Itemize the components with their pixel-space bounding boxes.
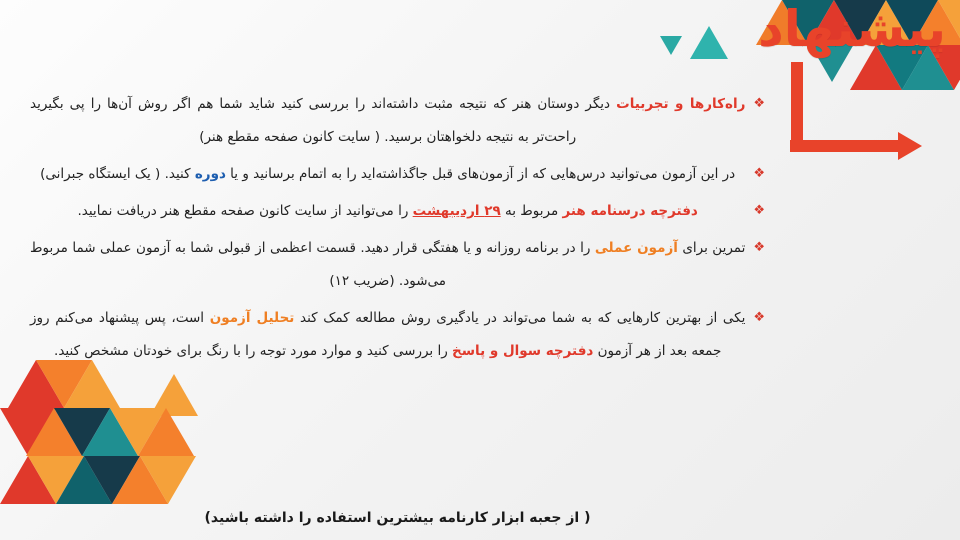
bullet-marker-icon: ❖: [753, 203, 765, 219]
bullet-item: [30, 302, 765, 368]
triangle-navy-bl-1: [54, 408, 110, 456]
bullet-text: [30, 88, 745, 154]
body-text: مربوط به: [500, 203, 563, 220]
bullet-marker-icon: ❖: [753, 166, 765, 182]
triangle-orange-bl-7: [28, 456, 84, 504]
body-text: یکی از بهترین کارهایی که به شما می‌تواند در یادگیری روش مطالعه کمک کند: [294, 310, 746, 327]
highlighted-text: ۲۹ اردیبهشت: [412, 203, 501, 220]
triangle-orange-bl-4: [26, 408, 82, 456]
triangle-teal-small: [660, 36, 682, 55]
bullet-item: [30, 232, 765, 298]
bullet-text: [30, 232, 745, 298]
body-text: در این آزمون می‌توانید درس‌هایی که از آزمون‌های قبل جاگذاشته‌اید را به اتمام برسانید و یا: [225, 166, 736, 183]
bullet-item: [30, 195, 765, 228]
highlighted-text: دفترچه درسنامه هنر: [562, 203, 698, 220]
highlighted-text: آزمون عملی: [594, 240, 678, 257]
arrow-vertical-stem: [791, 62, 803, 152]
red-arrow-down-left-icon: [780, 62, 940, 172]
body-text: را بررسی کنید و موارد مورد توجه را با رنگ برای خودتان مشخص کنید.: [54, 343, 453, 360]
triangle-orange-bl-8: [112, 456, 168, 504]
bullet-item: [30, 158, 765, 191]
footer-note: ( از جعبه ابزار کارنامه بیشترین استفاده را داشته باشید): [204, 510, 591, 526]
highlighted-text: راه‌کارها و تجربیات: [616, 96, 746, 112]
body-text: کنید. ( یک ایستگاه جبرانی): [40, 166, 195, 183]
triangle-orange-bl-5: [110, 408, 166, 456]
bullet-text: [30, 195, 745, 228]
body-text: را می‌توانید از سایت کانون صفحه مقطع هنر دریافت نمایید.: [77, 203, 413, 220]
body-text: است، پس پیشنهاد می‌کنم روز جمعه بعد از هر آزمون: [30, 310, 722, 360]
body-text: دیگر دوستان هنر که نتیجه مثبت داشته‌اند را بررسی کنید شاید شما هم اگر روش آن‌ها را پی بگیرید راحت‌تر به نتیجه دلخواهتان برسید. ( سایت کانون صفحه مقطع هنر): [30, 96, 617, 146]
arrow-horizontal-stem: [790, 140, 900, 152]
highlighted-text: دفترچه سوال و پاسخ: [452, 343, 594, 360]
slide-title: پیشنهاد: [758, 0, 946, 58]
body-text: تمرین برای: [677, 240, 746, 257]
triangle-red-bl-2: [0, 408, 56, 456]
bullet-text: [30, 302, 745, 368]
arrow-head: [898, 132, 922, 160]
triangle-teal-medium: [690, 26, 728, 59]
bullet-list: [30, 88, 765, 373]
triangle-red-bl-3: [0, 456, 56, 504]
bullet-item: [30, 88, 765, 154]
triangle-teal-bl-1: [82, 408, 138, 456]
triangle-darkteal-bl-1: [56, 456, 112, 504]
triangle-orange-bl-9: [140, 456, 196, 504]
highlighted-text: تحلیل آزمون: [209, 310, 295, 327]
triangle-orange-bl-6: [138, 408, 194, 456]
bullet-marker-icon: ❖: [753, 310, 765, 326]
highlighted-text: دوره: [194, 166, 226, 183]
bullet-marker-icon: ❖: [753, 96, 765, 111]
triangle-orange-bl-3: [150, 374, 198, 416]
bullet-marker-icon: ❖: [753, 240, 765, 256]
bullet-text: [30, 158, 745, 191]
body-text: را در برنامه روزانه و یا هفتگی قرار دهید. قسمت اعظمی از قبولی شما به آزمون عملی شما مربوط می‌شود. (ضریب ۱۲): [30, 240, 595, 290]
triangle-navy-bl-2: [84, 456, 140, 504]
